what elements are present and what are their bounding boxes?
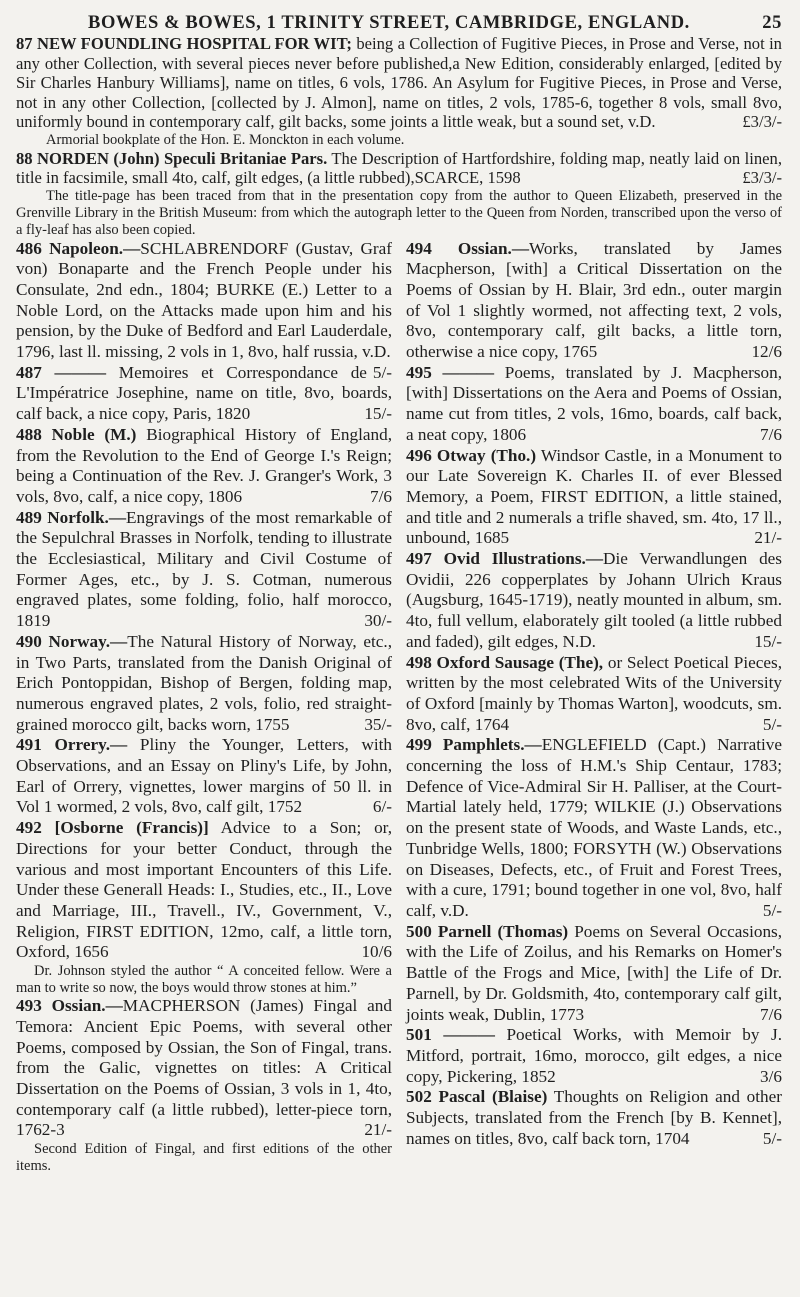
entry-description: Pliny the Younger, Letters, with Observations, and an Essay on Pliny's Life, by John, Earl of Orrery, vignettes, lower margins of 50 ll. in Vol 1 wormed, 2 vols, 8vo, calf gilt, 1752 (16, 735, 393, 817)
entry-491 (16, 735, 392, 818)
entry-price: £3/3/- (742, 112, 782, 131)
entry-description: Advice to a Son; or, Directions for your better Conduct, through the various and most important Encounters of this Life. Under these Generall Heads: I., Studies, etc., II., Love and Marriage, III., Travell., IV., Government, V., Religion, FIRST EDITION, 12mo, calf, a little torn, Oxford, 1656 (16, 818, 393, 962)
entry-heading: Ossian.— (457, 238, 530, 258)
entry-494 (406, 239, 782, 363)
entry-price: 10/6 (361, 942, 392, 962)
entry-price: 7/6 (370, 486, 392, 506)
entry-note: Dr. Johnson styled the author “ A conceited fellow. Were a man to write so now, the boys would throw stones at him.” (16, 963, 392, 996)
entry-490 (16, 632, 392, 736)
entry-description: Windsor Castle, in a Monument to our Late Sovereign K. Charles II. of ever Blessed Memory, a Poem, FIRST EDITION, a little stained, and title and 2 numerals a trifle shaved, sm. 4to, 17 ll., unbound, 1685 (406, 445, 783, 548)
lot-number: 500 (406, 921, 432, 941)
lot-number: 496 (406, 445, 432, 465)
entry-description: being a Collection of Fugitive Pieces, in Prose and Verse, not in any other Collection, with several pieces never before published,a New Edition, considerably enlarged, [edited by Sir Charles Hanbury Williams], name on titles, 6 vols, 1786. An Asylum for Fugitive Pieces, in Prose and Verse, not in any other Collection, [collected by J. Almon], name on titles, 2 vols, 1785-6, together 8 vols, small 8vo, uniformly bound in contemporary calf, gilt backs, some joints a little weak, but a sound set, v.D. (16, 34, 782, 131)
entry-price: 7/6 (760, 424, 782, 444)
lot-number: 87 (16, 34, 33, 53)
entry-description: Engravings of the most remarkable of the Sepulchral Brasses in Norfolk, tending to illustrate the Ecclesiastical, Military and Civil Costume of Former Ages, etc., by J. S. Cotman, numerous engraved plates, some folding, folio, half morocco, 1819 (16, 507, 392, 631)
entry-description: Thoughts on Religion and other Subjects, translated from the French [by B. Kennet], names on titles, 8vo, calf back torn, 1704 (406, 1087, 782, 1148)
entry-text (406, 1087, 782, 1149)
lot-number: 492 (16, 818, 42, 838)
lot-number: 497 (406, 549, 432, 569)
entry-heading: Napoleon.— (49, 238, 141, 258)
entry-heading: [Osborne (Francis)] (54, 818, 209, 838)
entry-price: 12/6 (751, 342, 782, 362)
entry-price: 3/6 (760, 1066, 782, 1086)
entry-price: 15/- (364, 404, 392, 424)
entry-text (16, 508, 392, 632)
entry-heading: Noble (M.) (51, 424, 137, 444)
entry-description: The Natural History of Norway, etc., in Two Parts, translated from the Danish Original of Erich Pontoppidan, Bishop of Bergen, folding map, numerous engraved plates, 2 vols, folio, red straight-grained morocco gilt, backs worn, 1755 (16, 631, 392, 734)
entry-text (16, 149, 782, 188)
entry-heading: Norfolk.— (47, 507, 127, 527)
entry-heading: Pamphlets.— (442, 735, 542, 755)
entry-description: ENGLEFIELD (Capt.) Narrative concerning the loss of H.M.'s Ship Centaur, 1783; Defence of Vice-Admiral Sir H. Palliser, at the Court-Martial lately held, 1779; WILKIE (J.) Observations on the present state of Woods, and Waste Lands, etc., Tunbridge Wells, 1800; FORSYTH (W.) Observations on Diseases, Defects, etc., of Fruit and Forest Trees, with a cure, 1791; bound together in one vol, 8vo, half calf, v.D. (406, 735, 782, 920)
entry-price: 21/- (754, 528, 782, 548)
entry-heading: ——— (54, 362, 107, 382)
entry-heading: Parnell (Thomas) (437, 921, 569, 941)
entry-description: Biographical History of England, from the Revolution to the End of George I.'s Reign; being a Continuation of the Rev. J. Granger's Work, 3 vols, 8vo, calf, a nice copy, 1806 (16, 424, 393, 506)
lot-number: 488 (16, 424, 42, 444)
entry-489 (16, 508, 392, 632)
entry-488 (16, 425, 392, 508)
lot-number: 499 (406, 735, 432, 755)
entry-492 (16, 818, 392, 996)
lot-number: 495 (406, 362, 432, 382)
entry-description: Works, translated by James Macpherson, [with] a Critical Dissertation on the Poems of Ossian by H. Blair, 3rd edn., outer margin of Vol 1 slightly wormed, not affecting text, 2 vols, 8vo, contemporary calf, gilt backs, a little torn, otherwise a nice copy, 1765 (406, 238, 782, 362)
entry-heading: ——— (443, 1025, 495, 1045)
entry-price: £3/3/- (742, 168, 782, 187)
lot-number: 490 (16, 631, 42, 651)
entry-price: 35/- (364, 714, 392, 734)
entry-description: MACPHERSON (James) Fingal and Temora: Ancient Epic Poems, with several other Poems, composed by Ossian, the Son of Fingal, trans. from the Galic, vignettes on titles: A Critical Dissertation on the Poems of Ossian, 3 vols in 1, 4to, contemporary calf (a little rubbed), letter-piece torn, 1762-3 (16, 996, 392, 1140)
entry-heading: ——— (442, 362, 495, 382)
entry-price: 30/- (364, 611, 392, 631)
entry-text (16, 996, 392, 1141)
entry-text (406, 363, 782, 446)
entry-497 (406, 549, 782, 653)
entry-496 (406, 446, 782, 550)
entry-495 (406, 363, 782, 446)
entry-text (16, 632, 392, 736)
lot-number: 487 (16, 362, 42, 382)
entry-text (16, 425, 392, 508)
entry-text (406, 549, 782, 653)
page-header-title: BOWES & BOWES, 1 TRINITY STREET, CAMBRIDGE, ENGLAND. (88, 13, 690, 33)
entry-502 (406, 1087, 782, 1149)
entry-text (16, 735, 392, 818)
entry-price: 21/- (364, 1120, 392, 1140)
entry-price: 5/- (762, 714, 782, 734)
entry-heading: Ovid Illustrations.— (443, 549, 604, 569)
lot-number: 493 (16, 996, 42, 1016)
entry-493 (16, 996, 392, 1174)
running-head (88, 12, 782, 34)
lot-number: 502 (406, 1087, 432, 1107)
entry-heading: Ossian.— (51, 996, 123, 1016)
lot-number: 494 (406, 238, 432, 258)
entry-500 (406, 922, 782, 1026)
entry-description: The Description of Hartfordshire, folding map, neatly laid on linen, title in facsimile, small 4to, calf, gilt edges, (a little rubbed),SCARCE, 1598 (16, 148, 782, 187)
lot-number: 498 (406, 652, 432, 672)
entry-499 (406, 735, 782, 921)
top-entries (16, 34, 782, 239)
lot-number: 501 (406, 1025, 432, 1045)
entry-description: Die Verwandlungen des Ovidii, 226 copperplates by Johann Ulrich Kraus (Augsburg, 1645-1719), neatly mounted in album, sm. 4to, full vellum, elaborately gilt tooled (a little rubbed and faded), gilt edges, N.D. (406, 549, 782, 651)
entry-note: Second Edition of Fingal, and first editions of the other items. (16, 1141, 392, 1174)
entry-text (406, 735, 782, 921)
entry-note: The title-page has been traced from that in the presentation copy from the author to Queen Elizabeth, preserved in the Grenville Library in the British Museum: from which the autograph letter to the Queen from Norden, transcribed upon the verso of a fly-leaf has also been copied. (16, 187, 782, 238)
entry-heading: NORDEN (John) Speculi Britaniae Pars. (37, 148, 328, 168)
entry-description: or Select Poetical Pieces, written by the most celebrated Wits of the University of Oxford [mainly by Thomas Warton], woodcuts, sm. 8vo, calf, 1764 (406, 652, 782, 734)
entry-heading: NEW FOUNDLING HOSPITAL FOR WIT; (36, 34, 352, 53)
entry-price: 15/- (754, 631, 782, 651)
entry-price: 6/- (372, 797, 392, 817)
entry-price: 7/6 (760, 1004, 782, 1024)
entry-description: Poems on Several Occasions, with the Life of Zoilus, and his Remarks on Homer's Battle of the Frogs and Mice, [with] the Life of Dr. Parnell, by Dr. Goldsmith, 4to, contemporary calf gilt, joints weak, Dublin, 1773 (406, 921, 783, 1024)
entry-text (406, 653, 782, 736)
entry-487 (16, 363, 392, 425)
entry-description: Poetical Works, with Memoir by J. Mitford, portrait, 16mo, morocco, gilt edges, a nice copy, Pickering, 1852 (406, 1025, 783, 1086)
entry-heading: Pascal (Blaise) (438, 1087, 548, 1107)
entry-text (406, 922, 782, 1026)
right-column (406, 239, 782, 1175)
entry-price: 5/- (372, 362, 392, 382)
entry-501 (406, 1025, 782, 1087)
entry-description: Memoires et Correspondance de L'Impératrice Josephine, name on title, 8vo, boards, calf back, a nice copy, Paris, 1820 (16, 362, 392, 424)
lot-number: 489 (16, 507, 42, 527)
entry-text (406, 446, 782, 550)
two-column-listing (16, 239, 782, 1175)
entry-note: Armorial bookplate of the Hon. E. Monckton in each volume. (46, 131, 405, 148)
entry-text (16, 818, 392, 963)
entry-88 (16, 149, 782, 239)
entry-498 (406, 653, 782, 736)
entry-heading: Otway (Tho.) (436, 445, 537, 465)
entry-price: 5/- (762, 1128, 782, 1148)
lot-number: 486 (16, 238, 42, 258)
entry-heading: Oxford Sausage (The), (436, 652, 604, 672)
lot-number: 88 (16, 148, 33, 168)
entry-text (16, 363, 392, 425)
entry-description: Poems, translated by J. Macpherson, [with] Dissertations on the Aera and Poems of Ossian, name cut from titles, 2 vols, 16mo, boards, calf back, a neat copy, 1806 (406, 362, 783, 444)
entry-description: SCHLABRENDORF (Gustav, Graf von) Bonaparte and the French People under his Consulate, 2nd edn., 1804; BURKE (E.) Letter to a Noble Lord, on the Attacks made upon him and his pension, by the Duke of Bedford and Earl Lauderdale, 1796, last ll. missing, 2 vols in 1, 8vo, half russia, v.D. (16, 238, 392, 362)
entry-text (16, 34, 782, 132)
entry-text (406, 239, 782, 363)
entry-87 (16, 34, 782, 149)
entry-price: 5/- (762, 901, 782, 920)
left-column (16, 239, 392, 1175)
lot-number: 491 (16, 735, 42, 755)
entry-text (406, 1025, 782, 1087)
entry-heading: Norway.— (48, 631, 128, 651)
entry-heading: Orrery.— (54, 735, 128, 755)
page-number: 25 (762, 13, 782, 33)
